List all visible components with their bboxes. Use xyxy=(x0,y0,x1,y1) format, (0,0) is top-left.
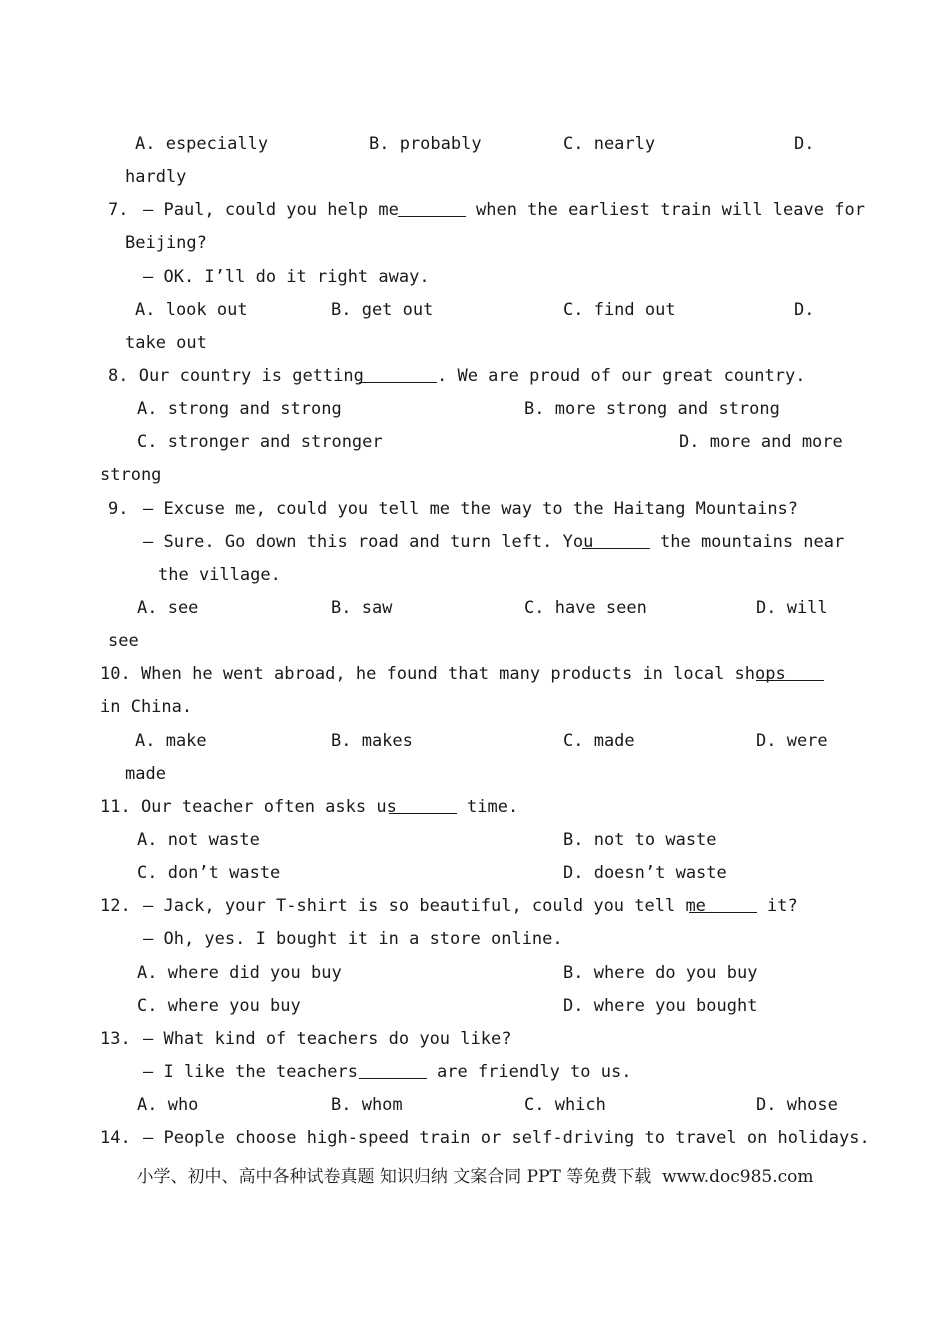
q8-stem-end: . We are proud of our great country. xyxy=(437,366,806,386)
q9-reply-cont: the village. xyxy=(158,565,281,585)
q7-option-d-text: take out xyxy=(125,333,207,353)
q11-stem-end: time. xyxy=(467,797,519,817)
q9-option-a: A. see xyxy=(137,598,199,618)
q11-option-b: B. not to waste xyxy=(563,830,717,850)
q9-stem: – Excuse me, could you tell me the way to the Haitang Mountains? xyxy=(143,499,799,519)
q12-reply: – Oh, yes. I bought it in a store online. xyxy=(143,929,563,949)
q8-option-b: B. more strong and strong xyxy=(524,399,780,419)
q11-option-a: A. not waste xyxy=(137,830,260,850)
q7-option-d: D. xyxy=(794,300,815,320)
q13-answer-blank[interactable] xyxy=(359,1062,427,1084)
q7-number: 7. xyxy=(108,200,129,220)
q13-option-c: C. which xyxy=(524,1095,606,1115)
q12-answer-blank[interactable] xyxy=(689,896,757,918)
q11-option-c: C. don’t waste xyxy=(137,863,281,883)
q14-stem: – People choose high-speed train or self-driving to travel on holidays. xyxy=(143,1128,870,1148)
q11-stem-start: 11. Our teacher often asks us xyxy=(100,797,397,817)
q7-option-b: B. get out xyxy=(331,300,434,320)
q12-option-a: A. where did you buy xyxy=(137,963,342,983)
q14-number: 14. xyxy=(100,1128,131,1148)
q11-option-d: D. doesn’t waste xyxy=(563,863,727,883)
q7-stem-cont: Beijing? xyxy=(125,233,207,253)
q9-option-d: D. will xyxy=(756,598,828,618)
q10-option-d: D. were xyxy=(756,731,828,751)
q10-answer-blank[interactable] xyxy=(756,664,824,686)
q10-stem-cont: in China. xyxy=(100,697,193,717)
q10-option-d-text: made xyxy=(125,764,166,784)
q10-option-a: A. make xyxy=(135,731,207,751)
q9-reply-start: – Sure. Go down this road and turn left. You xyxy=(143,532,594,552)
q13-reply-start: – I like the teachers xyxy=(143,1062,358,1082)
q13-reply-end: are friendly to us. xyxy=(437,1062,632,1082)
q9-answer-blank[interactable] xyxy=(582,532,650,554)
q9-option-d-text: see xyxy=(108,631,139,651)
q6-option-d: D. xyxy=(794,134,815,154)
q6-option-a: A. especially xyxy=(135,134,269,154)
q12-number: 12. xyxy=(100,896,131,916)
q6-option-d-text: hardly xyxy=(125,167,187,187)
q13-option-b: B. whom xyxy=(331,1095,403,1115)
q10-option-c: C. made xyxy=(563,731,635,751)
q13-stem: – What kind of teachers do you like? xyxy=(143,1029,512,1049)
q8-answer-blank[interactable] xyxy=(359,366,437,388)
page-footer-banner: 小学、初中、高中各种试卷真题 知识归纳 文案合同 PPT 等免费下载 www.doc985.com xyxy=(136,1167,814,1187)
q9-number: 9. xyxy=(108,499,129,519)
q9-option-c: C. have seen xyxy=(524,598,647,618)
q10-option-b: B. makes xyxy=(331,731,413,751)
q7-stem-end: when the earliest train will leave for xyxy=(476,200,865,220)
q12-option-b: B. where do you buy xyxy=(563,963,758,983)
q8-option-c: C. stronger and stronger xyxy=(137,432,383,452)
q9-reply-end: the mountains near xyxy=(660,532,845,552)
q7-option-a: A. look out xyxy=(135,300,248,320)
q13-number: 13. xyxy=(100,1029,131,1049)
q8-stem-start: 8. Our country is getting xyxy=(108,366,364,386)
q11-answer-blank[interactable] xyxy=(389,797,457,819)
q7-stem-start: – Paul, could you help me xyxy=(143,200,399,220)
q12-option-d: D. where you bought xyxy=(563,996,758,1016)
q8-option-d: D. more and more xyxy=(679,432,843,452)
q7-option-c: C. find out xyxy=(563,300,676,320)
q13-option-a: A. who xyxy=(137,1095,199,1115)
q12-stem-end: it? xyxy=(767,896,798,916)
q13-option-d: D. whose xyxy=(756,1095,838,1115)
q6-option-b: B. probably xyxy=(369,134,482,154)
q7-answer-blank[interactable] xyxy=(398,200,466,222)
q9-option-b: B. saw xyxy=(331,598,393,618)
q10-stem: 10. When he went abroad, he found that many products in local shops xyxy=(100,664,786,684)
q8-option-a: A. strong and strong xyxy=(137,399,342,419)
q6-option-c: C. nearly xyxy=(563,134,656,154)
q12-stem-start: – Jack, your T-shirt is so beautiful, could you tell me xyxy=(143,896,706,916)
q8-option-d-text: strong xyxy=(100,465,162,485)
q12-option-c: C. where you buy xyxy=(137,996,301,1016)
q7-reply: – OK. I’ll do it right away. xyxy=(143,267,430,287)
